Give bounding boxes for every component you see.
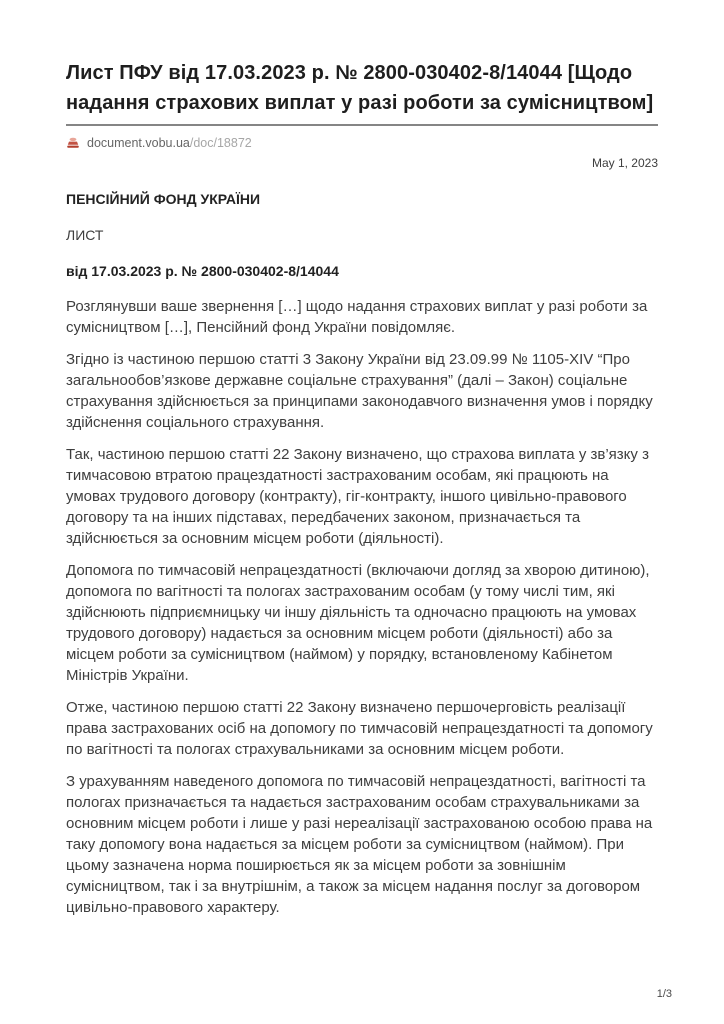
page-number-indicator: 1/3 (656, 988, 672, 1000)
document-paragraph: Згідно із частиною першою статті 3 Закону України від 23.09.99 № 1105-XIV “Про загальнообов’язкове державне соціальне страхування” (далі – Закон) соціальне страхування здійснюється за принципами законодавчого визначення умов і порядку здійснення соціального страхування. (66, 351, 653, 431)
title-divider (66, 124, 658, 126)
document-paragraph: Допомога по тимчасовій непрацездатності (включаючи догляд за хворою дитиною), допомога по вагітності та пологах застрахованим особам (у тому числі тим, які здійснюють підприємницьку чи іншу діяльність та одночасно працюють на умовах трудового договору) надається за основним місцем роботи (діяльності) або за місцем роботи за сумісництвом (наймом) у порядку, встановленому Кабінетом Міністрів України. (66, 562, 650, 684)
document-body (66, 296, 658, 918)
source-link-text (87, 136, 252, 150)
document-reference: від 17.03.2023 р. № 2800-030402-8/14044 (66, 263, 339, 279)
organization-name: ПЕНСІЙНИЙ ФОНД УКРАЇНИ (66, 191, 261, 207)
source-link-domain: document.vobu.ua (87, 136, 190, 150)
document-paragraph: З урахуванням наведеного допомога по тимчасовій непрацездатності, вагітності та пологах призначається та надається застрахованим особам страхувальниками за основним місцем роботи і лише у разі нереалізації застрахованою особою права на таку допомогу вона надається за місцем роботи за сумісництвом (наймом). При цьому зазначена норма поширюється як за місцем роботи за зовнішнім сумісництвом, так і за внутрішнім, а також за місцем надання послуг за договором цивільно-правового характеру. (66, 773, 653, 916)
document-paragraph: Розглянувши ваше звернення […] щодо надання страхових виплат у разі роботи за сумісництвом […], Пенсійний фонд України повідомляє. (66, 298, 648, 336)
site-favicon-icon (66, 136, 80, 150)
document-paragraph: Отже, частиною першою статті 22 Закону визначено першочерговість реалізації права застрахованих осіб на допомогу по тимчасовій непрацездатності та допомогу по вагітності та пологах страхувальниками за основним місцем роботи. (66, 699, 653, 758)
source-link[interactable] (66, 136, 252, 150)
page-title: Лист ПФУ від 17.03.2023 р. № 2800-030402-8/14044 [Щодо надання страхових виплат у разі роботи за сумісництвом] (66, 62, 654, 114)
capture-date: May 1, 2023 (591, 156, 658, 170)
source-link-path: /doc/18872 (189, 136, 252, 150)
document-type-label: ЛИСТ (66, 227, 104, 243)
document-paragraph: Так, частиною першою статті 22 Закону визначено, що страхова виплата у зв’язку з тимчасовою втратою працездатності застрахованим особам, які працюють на умовах трудового договору (контракту), гіг-контракту, іншого цивільно-правового договору та на інших підставах, передбачених законом, призначається та здійснюється за основним місцем роботи (діяльності). (66, 446, 649, 547)
